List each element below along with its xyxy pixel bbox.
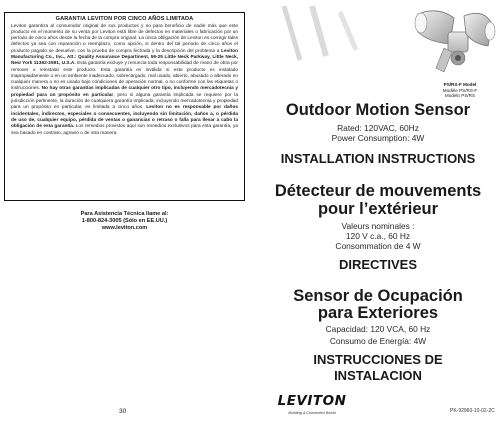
warranty-paragraph-3: , pero si alguna garantía implicada se requiere por la jurisdicción pertinente, la duración de cualquiera garantía implicada, incluyendo mercadotecnia y propiedad para un propósito en particular, es limitada a cinco años. (11, 92, 238, 111)
warranty-paragraph-4: Los remedios provistos aquí son remedios exclusivos para esta garantía, ya sea basado en contrato, agravio o de otra manera. (11, 124, 238, 136)
model-caption-en: PS/RS-F Model (443, 82, 477, 87)
model-caption-es: Modelo PS/RS (444, 93, 476, 99)
model-caption-fr: Modèle PS/RS-F (442, 87, 478, 93)
warranty-disclaimer-1: No hay otras garantías implicadas de cualquier otro tipo, incluyendo mercadotecnia y propiedad para un propósito en particular (11, 86, 238, 98)
warranty-paragraph-1: Leviton garantiza al consumidor original de sus productos y no para beneficio de nadie más que este producto en el momento de su venta por Leviton está libre de defectos en materiales o fabricación por un período de cinco años desde la fecha de la compra original. La única obligación de Leviton es corregir tales defectos ya sea con reparación o reemplazo, como opción, si dentro del tal período de cinco años el producto pagado se devuelve, con la prueba de compra fechada y la descripción del problema a (11, 23, 238, 54)
motion-sensor-product-image (278, 6, 498, 94)
technical-assistance (4, 211, 245, 232)
page-number: 30 (119, 408, 127, 415)
spanish-title-line-1: Sensor de Ocupación (293, 287, 463, 305)
assistance-website: www.leviton.com (101, 225, 148, 231)
cover-panel (256, 0, 500, 438)
warranty-disclaimer-2: Leviton no es responsable por daños incidentales, indirectos, especiales o consecuentes, incluyendo sin limitación, daños a, o pérdida de uso de, cualquier equipo, pérdida de ventas o ganancias o retraso o falla para llevar a cabo la obligación de esta garantía. (11, 105, 238, 130)
french-power: Consommation de 4 W (335, 241, 421, 251)
spanish-instructions-heading-line-1: INSTRUCCIONES DE (313, 352, 443, 367)
document-code: PK-92960-10-02-2C (450, 408, 495, 414)
warranty-paragraph-2: Esta garantía excluye y renuncia toda responsabilidad de mano de obra por remover o reinstalar este producto. Esta garantía es inválida si este producto es instalado inapropiadamente o en un ambiente inadecuado, sobrecargado, mal usado, abierto, abusado o alterado en cualquier manera o no es usado bajo condiciones de operación normal, o no conforme con las etiquetas o instrucciones. (11, 61, 238, 92)
warranty-box (4, 12, 245, 201)
english-instructions-heading: INSTALLATION INSTRUCTIONS (280, 151, 476, 166)
leviton-tagline: Building A Connected World (288, 411, 336, 415)
french-instructions-heading: DIRECTIVES (338, 257, 417, 272)
spanish-power: Consumo de Energía: 4W (329, 336, 427, 346)
warranty-address: Leviton Manufacturing Co., Inc., Att.: Quality Assurance Department, 59-25 Little Neck Parkway, Little Neck, New York 11362-2591, U.S.A. (11, 48, 238, 67)
english-power: Power Consumption: 4W (331, 133, 425, 143)
spanish-title-line-2: para Exteriores (317, 304, 439, 322)
french-title-line-1: Détecteur de mouvements (274, 182, 482, 200)
assistance-phone: 1-800-824-3005 (Sólo en EE.UU.) (81, 218, 168, 224)
spanish-rating: Capacidad: 120 VCA, 60 Hz (325, 324, 431, 334)
warranty-title: GARANTIA LEVITON POR CINCO AÑOS LIMITADA (55, 16, 194, 22)
model-caption (424, 82, 496, 99)
french-rating: 120 V c.a., 60 Hz (345, 231, 411, 241)
leviton-logo (276, 393, 348, 425)
spanish-instructions-heading-line-2: INSTALACION (334, 368, 422, 383)
english-title: Outdoor Motion Sensor (285, 101, 471, 119)
french-title-line-2: pour l’extérieur (317, 200, 439, 218)
english-rating: Rated: 120VAC, 60Hz (337, 123, 419, 133)
french-rating-label: Valeurs nominales : (341, 221, 415, 231)
assistance-label: Para Asistencia Técnica llame al: (80, 211, 169, 217)
leviton-wordmark: LEVITON (277, 393, 347, 409)
warranty-text (11, 24, 238, 137)
